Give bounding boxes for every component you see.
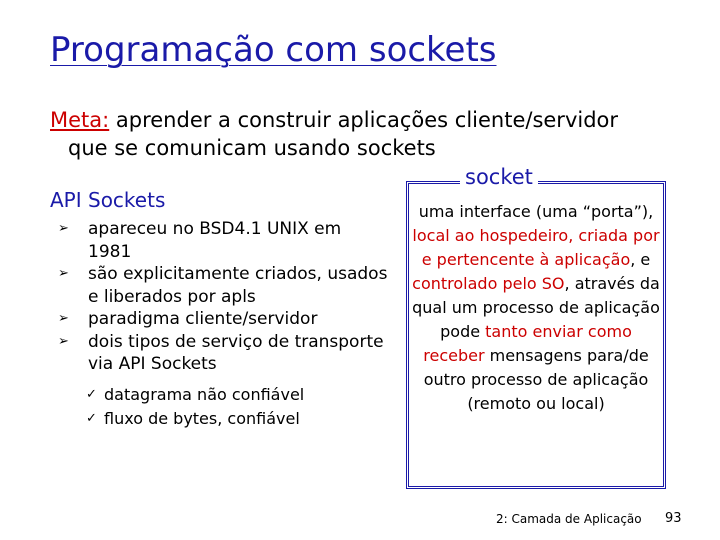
slide-footer: 2: Camada de Aplicação: [496, 512, 642, 526]
arrow-bullet-icon: ➢: [58, 333, 69, 349]
def-text-2-highlight: local ao hospedeiro, criada por e pertencente à aplicação: [412, 226, 660, 269]
def-text-5: , através da qual um processo de aplicação pode: [412, 274, 660, 341]
goal-statement: [50, 106, 618, 162]
bullet-text: são explicitamente criados, usados e liberados por apls: [88, 264, 388, 307]
bullet-text: apareceu no BSD4.1 UNIX em 1981: [88, 219, 342, 262]
goal-text-line1: aprender a construir aplicações cliente/servidor: [109, 108, 619, 132]
bullet-text: paradigma cliente/servidor: [88, 309, 318, 329]
sub-bullet-text: fluxo de bytes, confiável: [104, 408, 300, 428]
slide-title: Programação com sockets: [50, 30, 497, 70]
goal-text-line2: que se comunicam usando sockets: [68, 136, 436, 160]
bullet-item: [58, 331, 388, 376]
bullet-item: [58, 218, 388, 263]
bullet-item: [58, 263, 388, 308]
bullet-list: [58, 218, 388, 431]
def-text-3: , e: [630, 250, 651, 269]
sub-bullet-item: [58, 407, 388, 431]
api-heading: API Sockets: [50, 188, 166, 212]
sub-bullet-item: [58, 383, 388, 407]
page-number: 93: [665, 511, 682, 526]
def-text-1: uma interface (uma “porta”),: [418, 202, 654, 221]
arrow-bullet-icon: ➢: [58, 266, 69, 281]
checkmark-icon: ✓: [86, 410, 97, 426]
goal-label: Meta:: [50, 108, 110, 132]
socket-definition-text: [409, 200, 663, 416]
bullet-item: [58, 308, 388, 331]
bullet-text: dois tipos de serviço de transporte via API Sockets: [88, 331, 384, 374]
socket-box-label: socket: [460, 165, 538, 189]
def-text-7: mensagens para/de outro processo de aplicação (remoto ou local): [423, 346, 649, 413]
sub-bullet-text: datagrama não confiável: [104, 384, 305, 404]
arrow-bullet-icon: ➢: [58, 311, 69, 326]
arrow-bullet-icon: ➢: [58, 221, 69, 236]
def-text-4-highlight: controlado pelo SO: [412, 274, 565, 293]
checkmark-icon: ✓: [86, 386, 97, 402]
def-text-6-highlight: tanto enviar como receber: [423, 322, 632, 365]
